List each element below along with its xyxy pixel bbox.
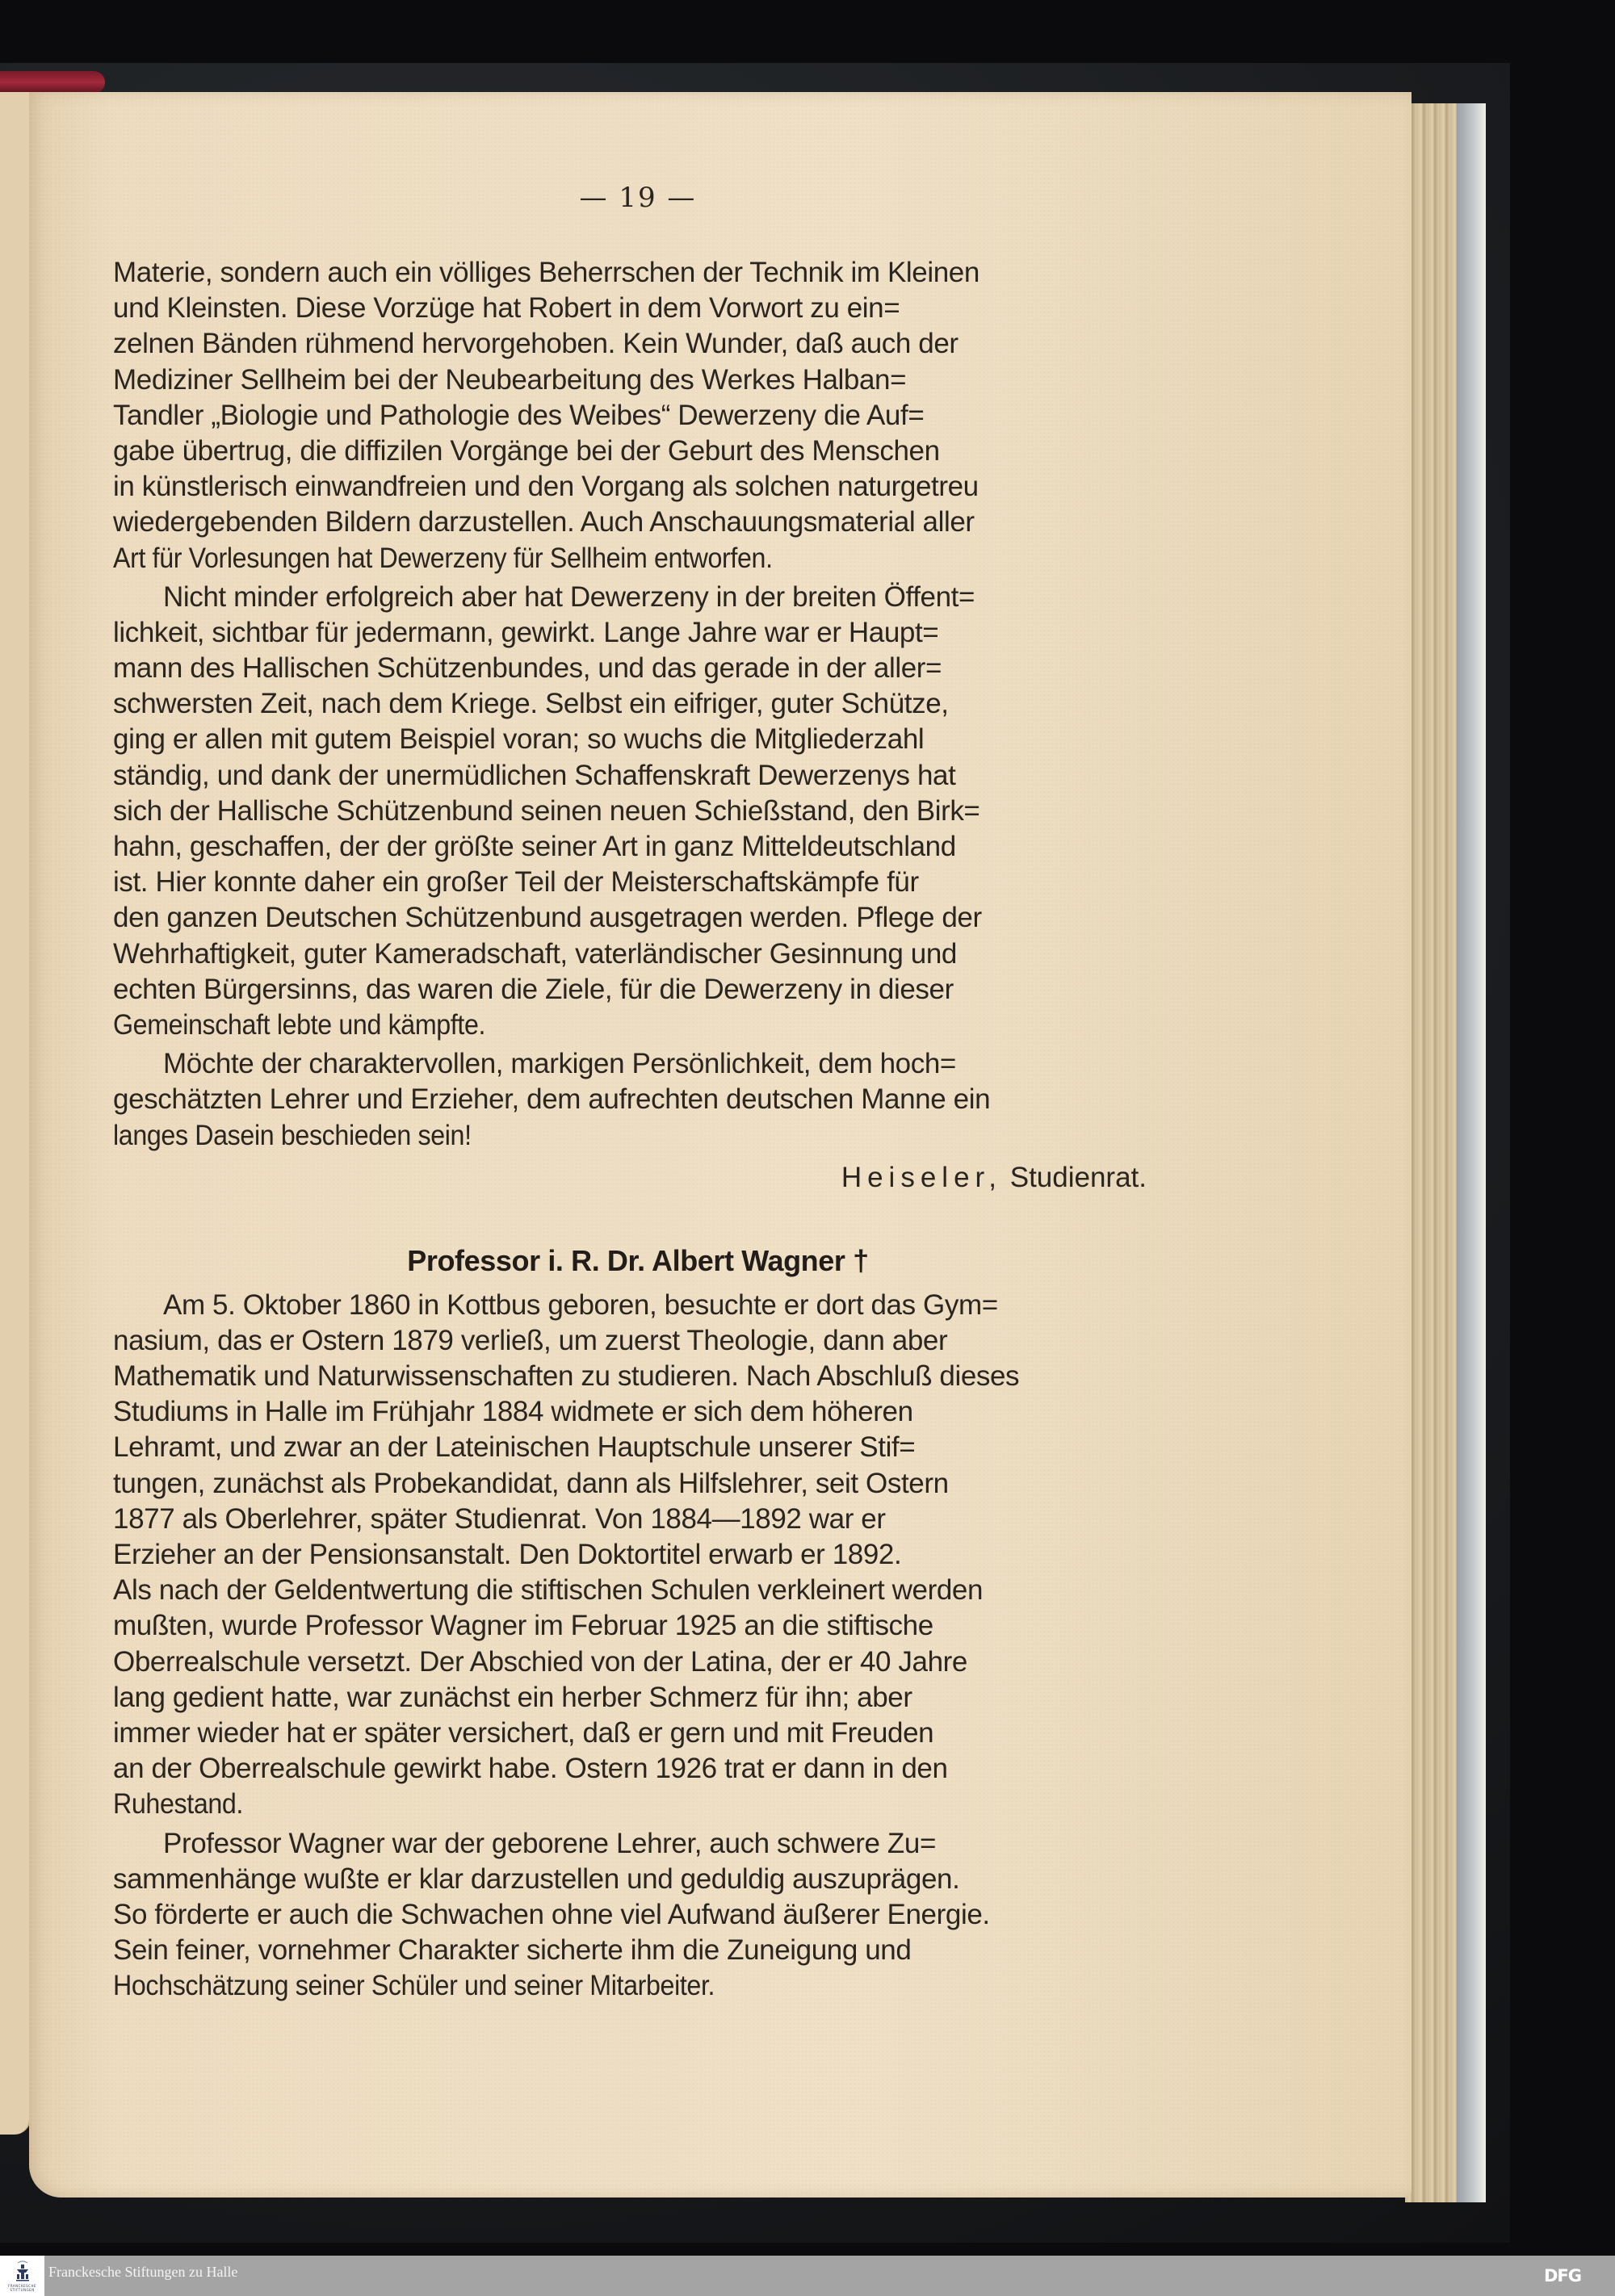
previous-page-edge <box>0 92 31 2135</box>
text-line: 1877 als Oberlehrer, später Studienrat. Von 1884—1892 war er <box>113 1502 886 1535</box>
text-line: mann des Hallischen Schützenbundes, und das gerade in der aller= <box>113 652 942 685</box>
franckesche-stiftungen-logo-icon <box>15 2260 31 2284</box>
section-dewerzeny-text <box>113 257 1163 1155</box>
text-line: Sein feiner, vornehmer Charakter sicherte ihm die Zuneigung und <box>113 1934 912 1967</box>
text-line: Möchte der charaktervollen, markigen Persönlichkeit, dem hoch= <box>163 1048 956 1080</box>
text-line: Materie, sondern auch ein völliges Beherrschen der Technik im Kleinen <box>113 257 979 288</box>
text-line: sich der Hallische Schützenbund seinen neuen Schießstand, den Birk= <box>113 794 980 827</box>
text-line: Gemeinschaft lebte und kämpfte. <box>113 1008 486 1041</box>
book-headband <box>0 71 105 94</box>
text-line: wiedergebenden Bildern darzustellen. Auch Anschauungsmaterial aller <box>113 506 975 538</box>
text-line: Mediziner Sellheim bei der Neubearbeitung des Werkes Halban= <box>113 363 907 396</box>
text-line: lang gedient hatte, war zunächst ein herber Schmerz für ihn; aber <box>113 1681 912 1713</box>
text-line: sammenhänge wußte er klar darzustellen und geduldig auszuprägen. <box>113 1862 960 1895</box>
text-line: Als nach der Geldentwertung die stiftischen Schulen verkleinert werden <box>113 1574 984 1607</box>
text-line: Am 5. Oktober 1860 in Kottbus geboren, besuchte er dort das Gym= <box>163 1288 998 1321</box>
text-line: Tandler „Biologie und Pathologie des Weibes“ Dewerzeny die Auf= <box>113 399 925 431</box>
page-number: — 19 — <box>579 182 697 214</box>
section-wagner-text <box>113 1289 1163 2006</box>
text-line: ständig, und dank der unermüdlichen Schaffenskraft Dewerzenys hat <box>113 759 956 791</box>
institution-logo <box>0 2256 44 2296</box>
institution-name: Franckesche Stiftungen zu Halle <box>48 2264 238 2280</box>
signature-name: Heiseler, <box>841 1161 1002 1193</box>
text-line: Studiums in Halle im Frühjahr 1884 widmete er sich dem höheren <box>113 1396 913 1428</box>
text-line: gabe übertrug, die diffizilen Vorgänge bei der Geburt des Menschen <box>113 434 940 467</box>
text-line: So förderte er auch die Schwachen ohne viel Aufwand äußerer Energie. <box>113 1898 990 1930</box>
text-line: mußten, wurde Professor Wagner im Februar 1925 an die stiftische <box>113 1610 933 1642</box>
text-line: schwersten Zeit, nach dem Kriege. Selbst ein eifriger, guter Schütze, <box>113 688 949 720</box>
text-line: nasium, das er Ostern 1879 verließ, um zuerst Theologie, dann aber <box>113 1324 948 1356</box>
text-line: lichkeit, sichtbar für jedermann, gewirkt. Lange Jahre war er Haupt= <box>113 616 939 648</box>
text-line: an der Oberrealschule gewirkt habe. Ostern 1926 trat er dann in den <box>113 1753 948 1785</box>
logo-text: FRANCKESCHE STIFTUNGEN <box>8 2284 36 2292</box>
text-line: hahn, geschaffen, der der größte seiner Art in ganz Mitteldeutschland <box>113 831 956 862</box>
obituary-heading: Professor i. R. Dr. Albert Wagner † <box>407 1243 869 1277</box>
text-line: und Kleinsten. Diese Vorzüge hat Robert in dem Vorwort zu ein= <box>113 292 900 325</box>
text-line: langes Dasein beschieden sein! <box>113 1119 472 1151</box>
page-text <box>113 257 1163 2005</box>
text-line: ist. Hier konnte daher ein großer Teil der Meisterschaftskämpfe für <box>113 866 919 899</box>
text-line: Erzieher an der Pensionsanstalt. Den Doktortitel erwarb er 1892. <box>113 1539 902 1570</box>
text-line: immer wieder hat er später versichert, daß er gern und mit Freuden <box>113 1716 934 1749</box>
text-line: Art für Vorlesungen hat Dewerzeny für Sellheim entworfen. <box>113 542 773 574</box>
text-line: Mathematik und Naturwissenschaften zu studieren. Nach Abschluß dieses <box>113 1360 1020 1393</box>
footer-bar <box>0 2256 1615 2296</box>
text-line: geschätzten Lehrer und Erzieher, dem aufrechten deutschen Manne ein <box>113 1083 991 1116</box>
text-line: Professor Wagner war der geborene Lehrer, auch schwere Zu= <box>163 1827 936 1859</box>
text-line: Ruhestand. <box>113 1788 244 1820</box>
text-line: Nicht minder erfolgreich aber hat Dewerzeny in der breiten Öffent= <box>163 580 975 613</box>
text-line: den ganzen Deutschen Schützenbund ausgetragen werden. Pflege der <box>113 902 982 934</box>
text-line: echten Bürgersinns, das waren die Ziele, für die Dewerzeny in dieser <box>113 973 954 1005</box>
signature <box>113 1162 1163 1197</box>
page-block-edges <box>1405 103 1486 2202</box>
text-line: zelnen Bänden rühmend hervorgehoben. Kein Wunder, daß auch der <box>113 328 959 360</box>
text-line: Lehramt, und zwar an der Lateinischen Hauptschule unserer Stif= <box>113 1431 916 1464</box>
text-line: in künstlerisch einwandfreien und den Vorgang als solchen naturgetreu <box>113 471 979 503</box>
text-line: Hochschätzung seiner Schüler und seiner Mitarbeiter. <box>113 1970 715 2002</box>
text-line: Oberrealschule versetzt. Der Abschied von der Latina, der er 40 Jahre <box>113 1645 967 1678</box>
text-line: tungen, zunächst als Probekandidat, dann als Hilfslehrer, seit Ostern <box>113 1467 949 1499</box>
dfg-logo: DFG <box>1543 2266 1581 2286</box>
text-line: ging er allen mit gutem Beispiel voran; so wuchs die Mitgliederzahl <box>113 723 925 756</box>
signature-title: Studienrat. <box>1009 1161 1147 1193</box>
text-line: Wehrhaftigkeit, guter Kameradschaft, vaterländischer Gesinnung und <box>113 937 957 970</box>
